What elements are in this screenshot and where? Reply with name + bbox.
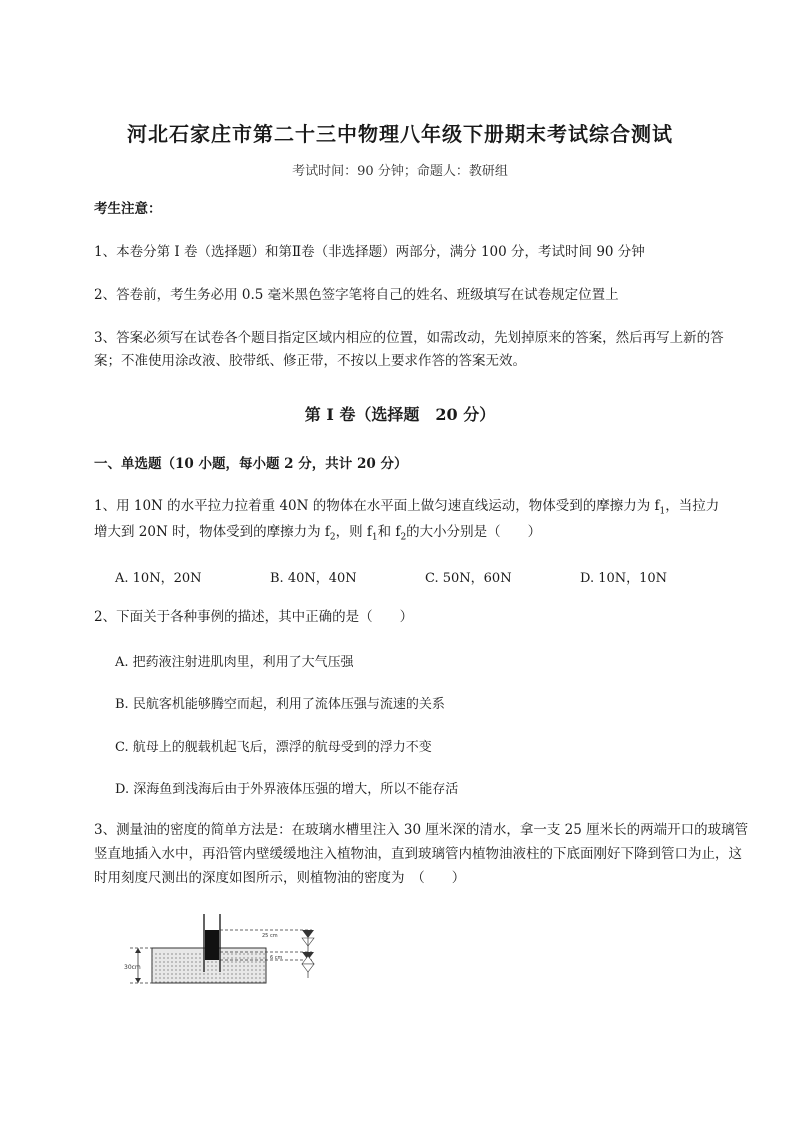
q1-option-d[interactable]: D. 10N，10N xyxy=(580,571,668,586)
label-30cm: 30cm xyxy=(124,964,141,971)
notice-item-2: 2、答卷前，考生务必用 0.5 毫米黑色签字笔将自己的姓名、班级填写在试卷规定位置上 xyxy=(94,287,619,303)
q2-option-b[interactable]: B. 民航客机能够腾空而起，利用了流体压强与流速的关系 xyxy=(115,697,445,712)
q1-text-c: 增大到 20N 时，物体受到的摩擦力为 f xyxy=(94,524,330,540)
q2-option-d[interactable]: D. 深海鱼到浅海后由于外界液体压强的增大，所以不能存活 xyxy=(115,782,459,797)
q2-option-a[interactable]: A. 把药液注射进肌肉里，利用了大气压强 xyxy=(115,655,354,670)
q1-stem-line2 xyxy=(94,521,750,550)
label-25cm: 25 cm xyxy=(262,933,278,939)
q1-sub: 1 xyxy=(371,532,378,543)
section-title: 第 I 卷（选择题 20 分） xyxy=(304,405,496,424)
q1-text-b: ，当拉力 xyxy=(665,498,720,514)
part-heading: 一、单选题（10 小题，每小题 2 分，共计 20 分） xyxy=(94,456,408,472)
q1-text-f: 的大小分别是（ ） xyxy=(406,524,542,540)
q1-text-d: ，则 f xyxy=(335,524,372,540)
q1-option-a[interactable]: A. 10N，20N xyxy=(115,571,202,586)
q1-text-a: 1、用 10N 的水平拉力拉着重 40N 的物体在水平面上做匀速直线运动，物体受到的摩擦力为 f xyxy=(94,498,660,514)
notice-item-1: 1、本卷分第 I 卷（选择题）和第Ⅱ卷（非选择题）两部分，满分 100 分，考试时间 90 分钟 xyxy=(94,244,645,260)
q1-option-c[interactable]: C. 50N，60N xyxy=(425,571,512,586)
q1-stem-line1 xyxy=(94,495,750,524)
q1-sub: 1 xyxy=(659,506,666,517)
notice-item-3: 3、答案必须写在试卷各个题目指定区域内相应的位置，如需改动，先划掉原来的答案，然后再写上新的答案；不准使用涂改液、胶带纸、修正带，不按以上要求作答的答案无效。 xyxy=(94,330,724,369)
q1-text-e: 和 f xyxy=(377,524,401,540)
q1-sub: 2 xyxy=(400,532,407,543)
q2-stem: 2、下面关于各种事例的描述，其中正确的是（ ） xyxy=(94,609,414,625)
q2-option-c[interactable]: C. 航母上的舰载机起飞后，漂浮的航母受到的浮力不变 xyxy=(115,740,432,755)
label-6cm: 6 cm xyxy=(270,955,283,961)
exam-subtitle: 考试时间：90 分钟；命题人：教研组 xyxy=(292,164,508,179)
exam-title: 河北石家庄市第二十三中物理八年级下册期末考试综合测试 xyxy=(127,122,673,146)
q3-stem: 3、测量油的密度的简单方法是：在玻璃水槽里注入 30 厘米深的清水，拿一支 25 厘米长的两端开口的玻璃管竖直地插入水中，再沿管内壁缓缓地注入植物油，直到玻璃管内植物油液柱的下底面刚好下降到管口为止，这时用刻度尺测出的深度如图所示，则植物油的密度为 （ ） xyxy=(94,822,749,886)
q3-figure-tank xyxy=(122,912,332,992)
notice-heading: 考生注意： xyxy=(94,201,162,217)
q1-sub: 2 xyxy=(329,532,336,543)
q1-option-b[interactable]: B. 40N，40N xyxy=(270,571,357,586)
